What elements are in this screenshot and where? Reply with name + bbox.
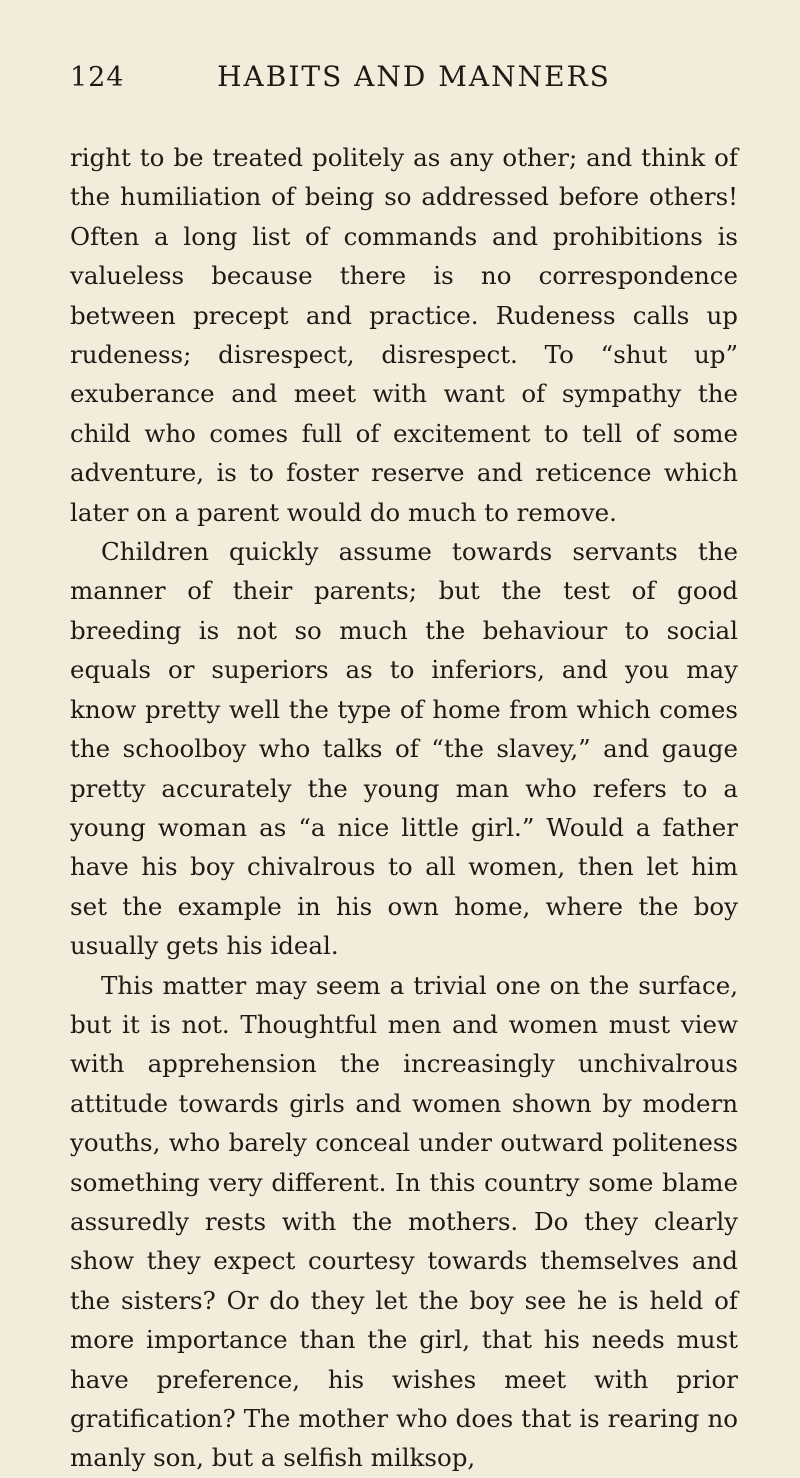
paragraph: Children quickly assume towards servants the manner of their parents; but the test of good breeding is not so much the behaviour to social equals or superiors as to inferiors, and you may know pretty well the type of home from which comes the schoolboy who talks of “the slavey,” and gauge pretty accurately the young man who refers to a young woman as “a nice little girl.” Would a father have his boy chivalrous to all women, then let him set the example in his own home, where the boy usually gets his ideal.	[70, 537, 738, 961]
page-number: 124	[70, 62, 125, 93]
paragraph: right to be treated politely as any other; and think of the humiliation of being so addressed before others! Often a long list of commands and prohibitions is valueless because there is no correspondence between precept and practice. Rudeness calls up rudeness; disrespect, disrespect. To “shut up” exuberance and meet with want of sympathy the child who comes full of excitement to tell of some adventure, is to foster reserve and reticence which later on a parent would do much to remove.	[70, 143, 738, 527]
running-head	[70, 60, 738, 100]
body-text	[70, 138, 738, 1478]
paragraph: This matter may seem a trivial one on the surface, but it is not. Thoughtful men and women must view with apprehension the increasingly unchivalrous attitude towards girls and women shown by modern youths, who barely conceal under outward politeness something very different. In this country some blame assuredly rests with the mothers. Do they clearly show they expect courtesy towards themselves and the sisters? Or do they let the boy see he is held of more importance than the girl, that his needs must have preference, his wishes meet with prior gratification? The mother who does that is rearing no manly son, but a selfish milksop,	[70, 970, 738, 1473]
running-title: HABITS AND MANNERS	[217, 60, 611, 93]
